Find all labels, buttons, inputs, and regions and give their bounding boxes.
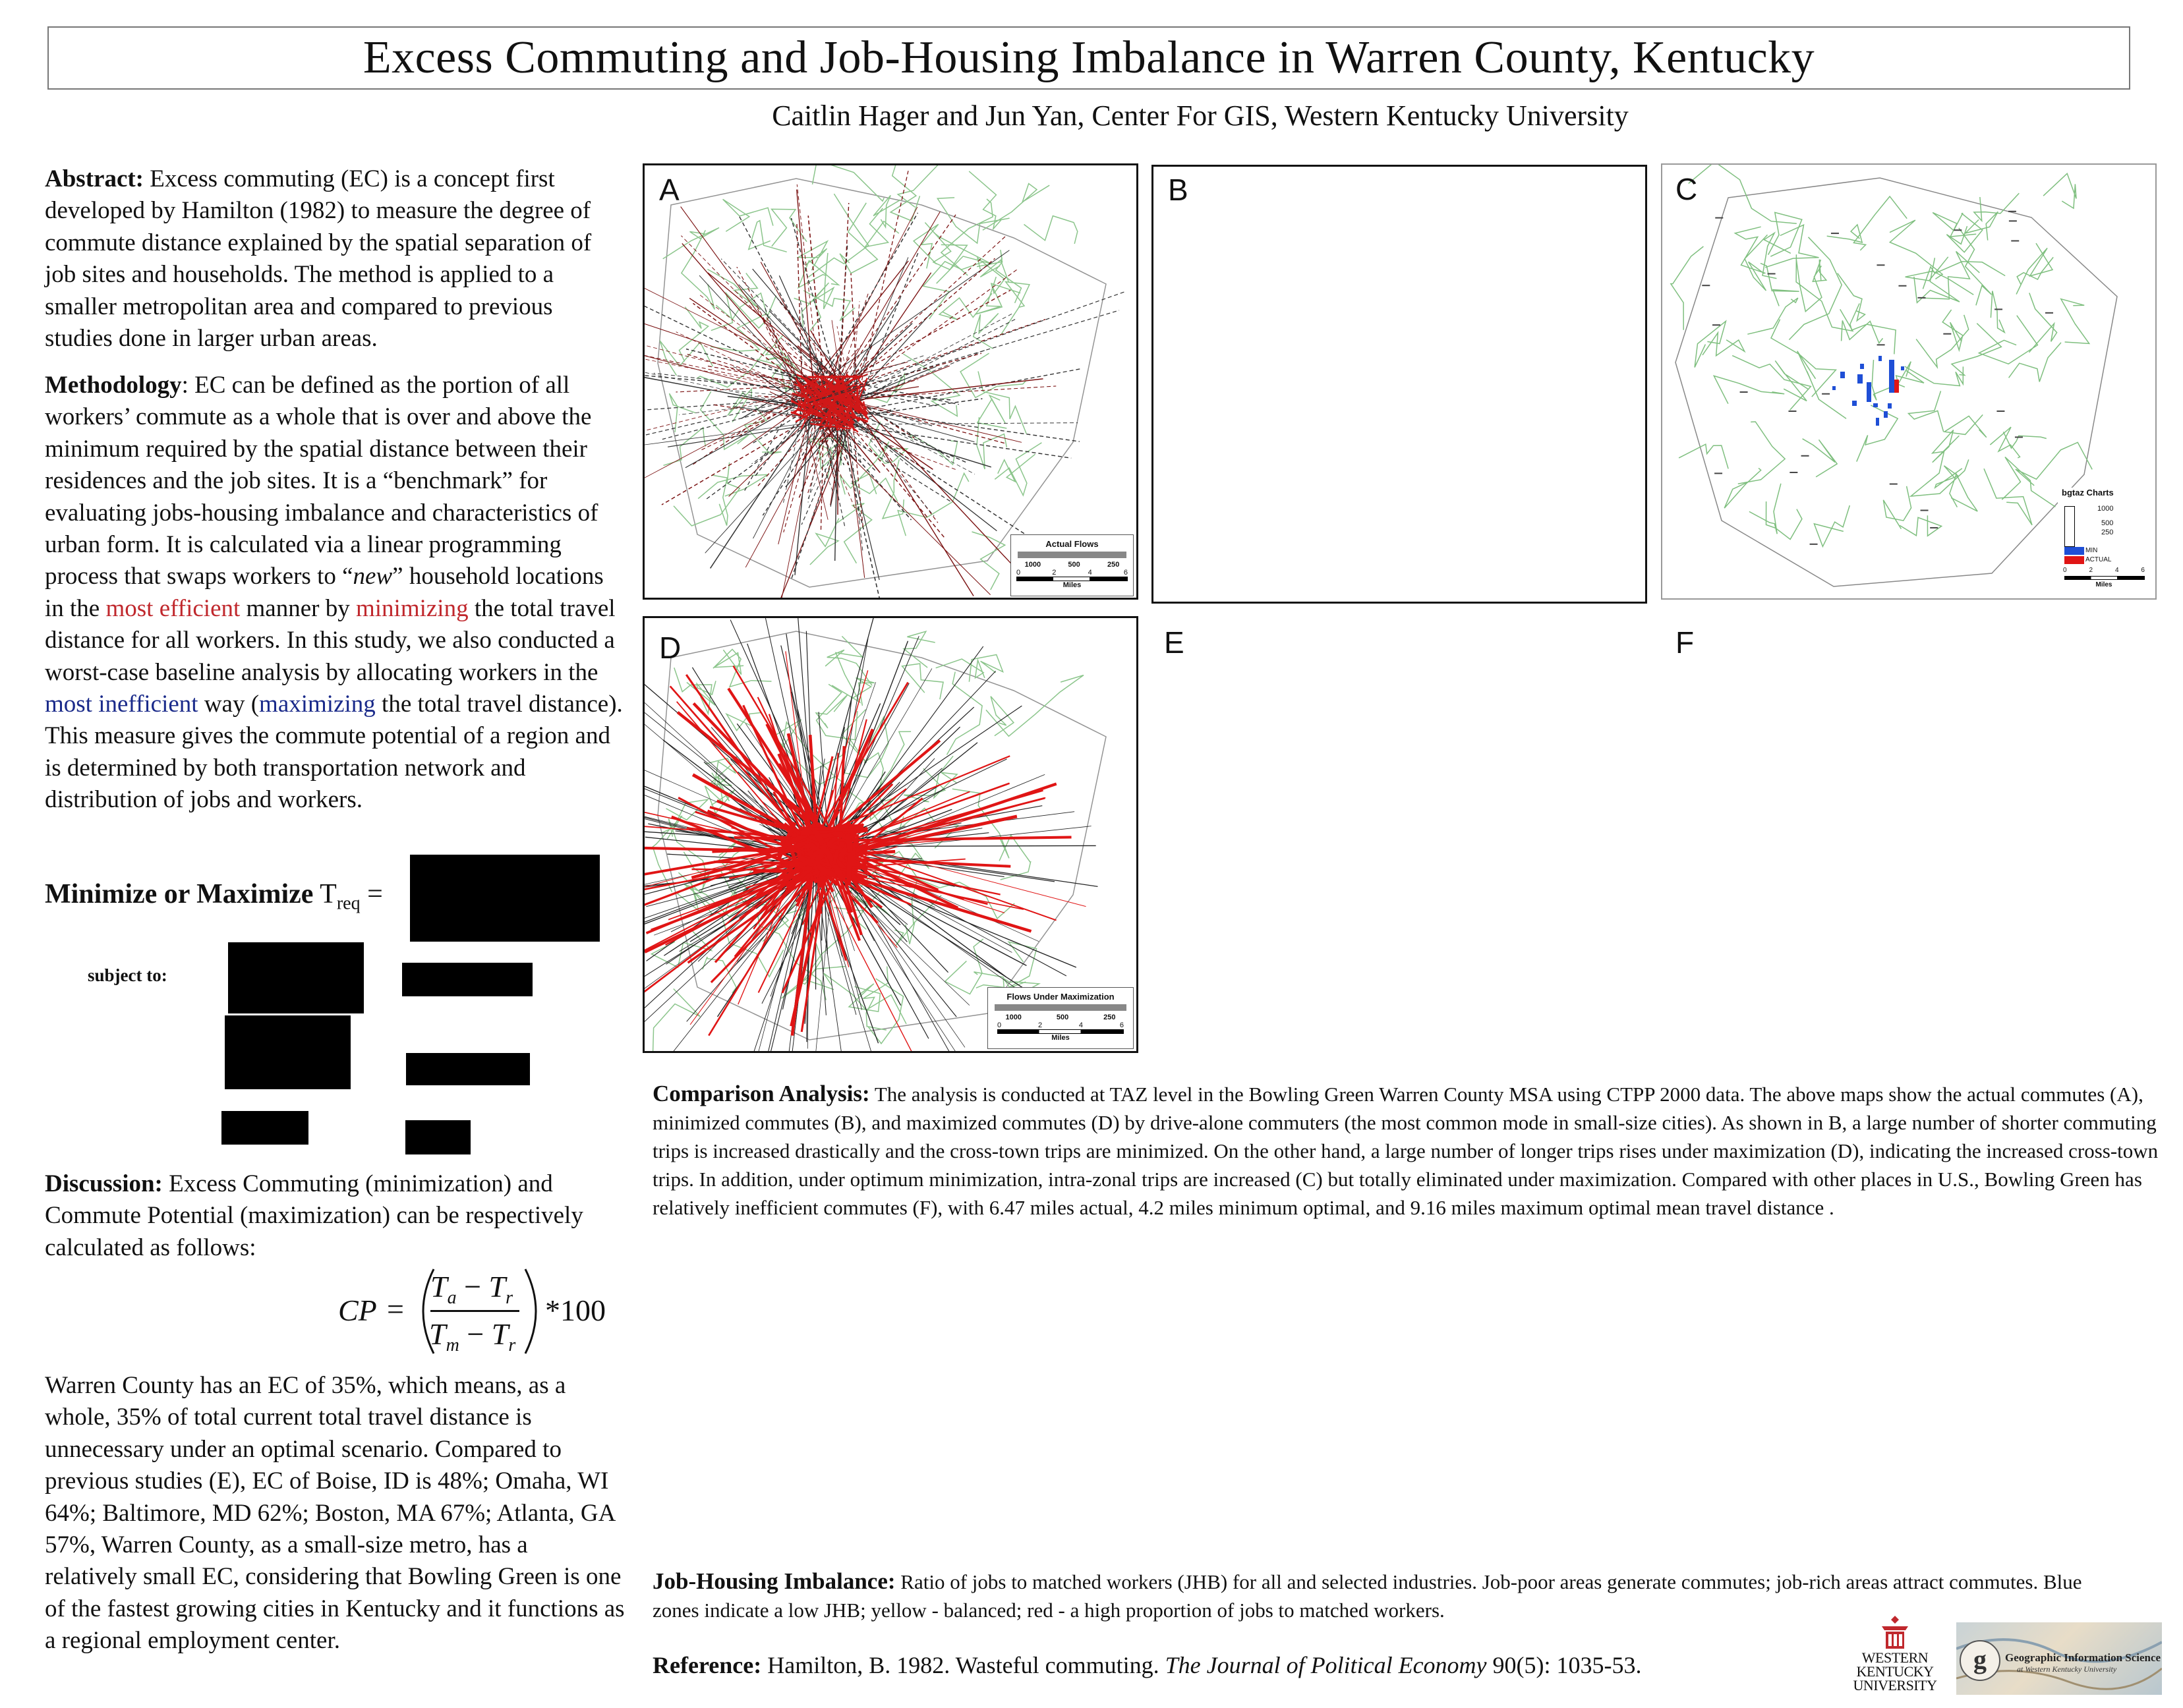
maximizing-text: maximizing — [259, 691, 376, 718]
taz-boundary — [947, 672, 983, 755]
taz-boundary — [1714, 376, 1784, 403]
flow-line — [839, 380, 1020, 573]
comparison-section: Comparison Analysis: The analysis is conducted at TAZ level in the Bowling Green Warren County MSA using CTPP 2000 data. The above maps show the actual commutes (A), minimized commutes (B), and maximized commutes (D) by drive-alone commuters (the most common mode in small-size cities). As shown in B, a large number of shorter commuting trips is increased drastically and the cross-town trips are minimized. On the other hand, a large number of longer trips rises under maximization (D), indicating the increased cross-town trips. In addition, under optimum minimization, intra-zonal trips are increased (C) but totally eliminated under maximization. Compared with other places in U.S., Bowling Green has relatively inefficient commutes (F), with 6.47 miles actual, 4.2 miles minimum optimal, and 9.16 miles maximum optimal mean travel distance . — [653, 1081, 2159, 1219]
flow-width-scale — [1018, 552, 1126, 558]
intrazonal-bar — [1996, 411, 2004, 412]
taz-boundary — [1944, 414, 1987, 437]
taz-boundary — [1814, 505, 1849, 546]
chart-scale-box — [2064, 506, 2075, 547]
taz-boundary — [714, 650, 743, 674]
actual-swatch — [2064, 556, 2084, 564]
taz-boundary — [1761, 264, 1799, 306]
objective-formula: Minimize or Maximize $T_{req}$ = — [45, 879, 383, 914]
taz-boundary — [837, 503, 871, 563]
intrazonal-bar — [1930, 527, 1938, 528]
flow-line-core — [808, 377, 861, 378]
taz-boundary — [890, 165, 919, 221]
taz-boundary — [1991, 291, 2004, 333]
intrazonal-bar — [1954, 229, 1962, 231]
reference-section: Reference: Hamilton, B. 1982. Wasteful commuting. The Journal of Political Economy 90(5): 1035-53. — [653, 1652, 1642, 1678]
taz-boundary — [1747, 298, 1798, 334]
taz-boundary — [809, 194, 869, 277]
taz-boundary — [923, 262, 983, 319]
taz-boundary — [914, 224, 939, 268]
taz-boundary — [670, 393, 696, 432]
taz-boundary — [2002, 457, 2055, 507]
intrazonal-bar — [1840, 372, 1845, 378]
most-efficient-text: most efficient — [105, 594, 241, 622]
intrazonal-bar — [1715, 217, 1723, 219]
taz-boundary — [977, 258, 1020, 294]
taz-boundary — [682, 230, 714, 309]
intrazonal-bar — [1768, 273, 1776, 274]
taz-boundary — [1883, 486, 1911, 529]
flow-line — [809, 213, 917, 403]
taz-boundary — [975, 277, 1002, 314]
discussion-label: Discussion: — [45, 1170, 163, 1197]
county-outline — [658, 631, 1106, 1040]
redacted-constraint-1 — [228, 942, 364, 1013]
taz-boundary — [726, 712, 761, 730]
taz-boundary — [904, 631, 935, 668]
fraction-bar — [430, 1310, 519, 1312]
intrazonal-charts — [1702, 211, 2053, 545]
abstract-text: Excess commuting (EC) is a concept first developed by Hamilton (1982) to measure the degree of commute distance explained by the spatial separation of job sites and households. The method is applied to a smaller metropolitan area and compared to previous studies done in larger urban areas. — [45, 165, 592, 353]
flow-line-core — [848, 834, 850, 853]
jhb-section: Job-Housing Imbalance: Ratio of jobs to matched workers (JHB) for all and selected industries. Job-poor areas generate commutes; job-rich areas attract commutes. Blue zones indicate a low JHB; yellow - balanced; red - a high proportion of jobs to matched workers. — [653, 1568, 2082, 1622]
intrazonal-bar — [1877, 264, 1884, 266]
taz-boundary — [852, 678, 875, 706]
taz-boundary — [939, 293, 992, 319]
intrazonal-bar — [1876, 418, 1879, 426]
taz-boundary — [1857, 405, 1898, 462]
flow-line — [852, 257, 908, 391]
intrazonal-bar — [1867, 382, 1871, 402]
taz-boundary — [1896, 362, 1924, 384]
intrazonal-bar — [1740, 391, 1748, 393]
most-inefficient-text: most inefficient — [45, 691, 198, 718]
taz-boundary — [1024, 216, 1078, 244]
intrazonal-bar — [1860, 364, 1864, 369]
taz-boundary — [936, 659, 985, 678]
panel-a-letter: A — [659, 173, 680, 207]
redacted-constraint-3 — [225, 1015, 351, 1089]
legend-c: bgtaz Charts 1000 500 250 MIN ACTUAL 0 2 4 6 Miles — [2058, 488, 2150, 593]
reference-label: Reference: — [653, 1652, 762, 1678]
taz-boundary — [711, 314, 767, 351]
flow-line-core — [847, 386, 848, 387]
intrazonal-bar — [1702, 285, 1710, 286]
taz-boundary — [1738, 422, 1785, 484]
comparison-label: Comparison Analysis: — [653, 1081, 870, 1106]
taz-boundary — [1703, 333, 1745, 356]
minimizing-text: minimizing — [355, 594, 469, 622]
taz-boundary — [991, 697, 1014, 736]
jhb-label: Job-Housing Imbalance: — [653, 1568, 896, 1594]
scale-bar-c — [2064, 576, 2145, 580]
intrazonal-bar — [1994, 308, 2002, 310]
poster-title: Excess Commuting and Job-Housing Imbalance in Warren County, Kentucky — [47, 26, 2130, 90]
intrazonal-bar — [1898, 285, 1906, 287]
red-towel-icon — [1875, 1614, 1915, 1651]
taz-boundary — [1974, 193, 2019, 221]
intrazonal-bar — [1810, 544, 1818, 545]
taz-boundary — [1735, 227, 1765, 273]
subject-to-label: subject to: — [88, 965, 167, 985]
cp-denominator: $T_m - T_r$ — [429, 1317, 516, 1356]
taz-boundary — [813, 165, 885, 201]
intrazonal-bar — [1889, 360, 1894, 393]
intrazonal-bar — [1712, 324, 1720, 326]
flow-line — [850, 399, 982, 417]
taz-boundary — [1679, 444, 1728, 469]
redacted-constraint-2 — [402, 963, 533, 996]
flow-line — [830, 422, 1071, 458]
intrazonal-bar — [1884, 411, 1888, 418]
intrazonal-bar — [1714, 472, 1722, 474]
flow-width-scale-d — [995, 1004, 1126, 1011]
cp-formula: CP = $T_a - T_r$ $T_m - T_r$ *100 — [333, 1265, 610, 1357]
intrazonal-bar — [1822, 393, 1830, 395]
taz-boundary — [974, 314, 999, 349]
taz-boundary — [898, 473, 969, 536]
taz-boundary — [1890, 220, 1942, 279]
taz-boundary — [772, 209, 807, 246]
intrazonal-bar — [1877, 344, 1885, 345]
intrazonal-bar — [1788, 411, 1796, 412]
intrazonal-bar — [1894, 380, 1899, 393]
taz-boundary — [1909, 391, 1944, 432]
discussion-findings: Warren County has an EC of 35%, which means, as a whole, 35% of total current total travel distance is unnecessary under an optimal scenario. Compared to previous studies (E), EC of Boise, ID is 48%; Omaha, WI 64%; Baltimore, MD 62%; Boston, MA 67%; Atlanta, GA 57%, Warren County, as a small-size metro, has a relatively small EC, considering that Bowling Green is one of the fastest growing cities in Kentucky and it functions as a regional employment center. — [45, 1372, 625, 1655]
scale-bar-d — [997, 1029, 1124, 1034]
taz-boundary — [1914, 258, 1960, 302]
taz-boundary — [986, 675, 1084, 737]
taz-boundary — [1900, 515, 1941, 536]
taz-boundary — [2043, 173, 2076, 208]
taz-boundary — [1796, 254, 1853, 331]
taz-boundaries-a — [658, 165, 1106, 590]
taz-boundary — [995, 443, 1041, 496]
taz-boundary — [903, 354, 960, 416]
taz-boundary — [674, 668, 712, 714]
wku-logo: WESTERN KENTUCKY UNIVERSITY — [1852, 1614, 1938, 1707]
intrazonal-bar — [1921, 509, 1929, 511]
intrazonal-bar — [2009, 220, 2017, 221]
methodology-section: Methodology: EC can be defined as the portion of all workers’ commute as a whole that is over and above the minimum required by the spatial distance between their residences and the job sites. It is a “benchmark” for evaluating jobs-housing imbalance and characteristics of urban form. It is calculated via a linear programming process that swaps workers to “new” household locations in the most efficient manner by minimizing the total travel distance for all workers. In this study, we also conducted a worst-case baseline analysis by allocating workers in the most inefficient way (maximizing the total travel distance). This measure gives the commute potential of a region and is determined by both transportation network and distribution of jobs and workers. — [45, 372, 623, 814]
redacted-constraint-5 — [221, 1111, 308, 1145]
flow-line — [855, 424, 1045, 547]
intrazonal-bar — [1832, 386, 1836, 390]
taz-boundary — [712, 475, 728, 526]
taz-boundary — [1789, 237, 1842, 340]
taz-boundary — [832, 637, 863, 702]
taz-boundary — [883, 459, 904, 519]
abstract-label: Abstract: — [45, 165, 144, 192]
abstract-section — [45, 163, 625, 355]
methodology-label: Methodology — [45, 372, 182, 399]
taz-boundary — [2003, 432, 2046, 448]
redacted-formula-block — [410, 855, 600, 942]
discussion-section: Discussion: Excess Commuting (minimization) and Commute Potential (maximization) can be respectively calculated as follows: — [45, 1170, 583, 1261]
taz-boundary — [1942, 310, 1963, 350]
taz-boundary — [934, 756, 957, 797]
taz-boundary — [902, 664, 944, 699]
taz-boundary — [945, 939, 983, 994]
taz-boundary — [1689, 165, 1797, 223]
intrazonal-bar — [2008, 211, 2016, 212]
flow-line — [842, 319, 1016, 409]
taz-boundary — [1933, 213, 1976, 237]
taz-boundary — [803, 291, 855, 321]
cp-numerator: $T_a - T_r$ — [430, 1270, 513, 1309]
intrazonal-bar — [1801, 455, 1809, 457]
taz-boundary — [1933, 430, 1960, 463]
intrazonal-bar — [1831, 233, 1839, 234]
intrazonal-bar — [1917, 297, 1925, 299]
taz-boundary — [1001, 282, 1030, 336]
map-panel-b — [1151, 165, 1647, 604]
taz-boundary — [1724, 468, 1761, 508]
flow-line — [645, 391, 804, 441]
taz-boundary — [1838, 273, 1865, 321]
intrazonal-bar — [1857, 374, 1863, 384]
taz-boundary — [1979, 316, 2037, 364]
taz-boundary — [680, 307, 709, 362]
redacted-constraint-4 — [406, 1053, 530, 1085]
flow-line — [845, 413, 865, 578]
intrazonal-bar — [1852, 401, 1857, 406]
flow-line — [844, 409, 934, 517]
taz-boundary — [816, 695, 848, 728]
taz-boundary — [2061, 299, 2089, 344]
taz-boundary — [2029, 293, 2056, 353]
intrazonal-bar — [2045, 312, 2053, 314]
taz-boundary — [2016, 442, 2092, 486]
map-panel-d — [643, 616, 1138, 1053]
taz-boundary — [749, 221, 787, 252]
panel-c-letter: C — [1675, 172, 1698, 206]
taz-boundary — [1803, 439, 1838, 477]
intrazonal-bar — [1790, 472, 1797, 473]
taz-boundary — [983, 184, 1049, 231]
legend-d: Flows Under Maximization 1000 500 250 0 2 4 6 Miles — [987, 987, 1134, 1049]
taz-boundary — [1766, 501, 1802, 540]
redacted-constraint-6 — [405, 1120, 471, 1154]
svg-text:g: g — [1973, 1645, 1987, 1674]
panel-f-letter: F — [1675, 625, 1695, 660]
map-panel-c — [1661, 163, 2157, 600]
intrazonal-bar — [1890, 484, 1898, 485]
taz-boundary — [1911, 451, 1969, 496]
min-swatch — [2064, 547, 2084, 555]
taz-boundary — [1842, 320, 1883, 343]
intrazonal-bar — [2015, 436, 2023, 438]
taz-boundary — [2009, 343, 2061, 382]
intrazonal-bar — [1873, 403, 1878, 407]
scale-bar — [1016, 577, 1128, 581]
taz-boundary — [723, 199, 773, 231]
intrazonal-bar — [1878, 356, 1882, 361]
panel-d-letter: D — [659, 631, 682, 665]
taz-boundary — [1771, 320, 1836, 397]
intrazonal-bar — [1943, 333, 1951, 335]
intrazonal-bar — [1888, 403, 1892, 409]
flow-line — [778, 300, 844, 382]
intrazonal-bar — [1901, 366, 1904, 370]
taz-boundary — [1671, 246, 1704, 330]
map-panel-a — [643, 163, 1138, 600]
taz-boundary — [1745, 235, 1768, 291]
panel-b-letter: B — [1168, 173, 1188, 207]
taz-boundary — [1950, 474, 1977, 511]
panel-e-letter: E — [1164, 625, 1184, 660]
intrazonal-bar — [2011, 241, 2019, 242]
authors-line: Caitlin Hager and Jun Yan, Center For GIS, Western Kentucky University — [772, 100, 1629, 132]
taz-boundary — [2016, 243, 2052, 295]
taz-boundary — [1749, 484, 1781, 534]
legend-a: Actual Flows 1000 500 250 0 2 4 6 Miles — [1010, 534, 1134, 596]
gis-center-logo: g Geographic Information Science at Western Kentucky University — [1956, 1622, 2162, 1695]
